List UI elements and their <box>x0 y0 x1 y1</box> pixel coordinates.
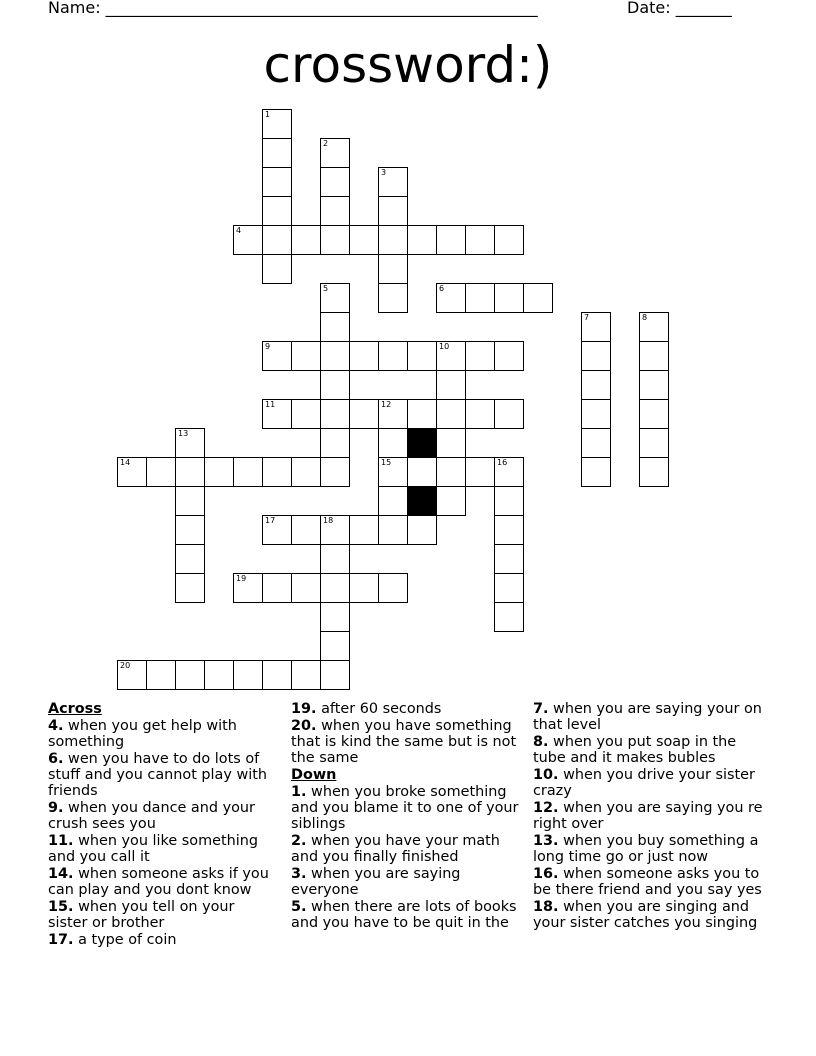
grid-cell[interactable] <box>320 138 350 168</box>
grid-cell[interactable] <box>581 428 611 458</box>
grid-cell[interactable] <box>320 602 350 632</box>
clue-text: when you put soap in the tube and it makes bubles <box>533 734 737 766</box>
grid-cell[interactable] <box>291 660 321 690</box>
grid-cell[interactable] <box>407 399 437 429</box>
grid-cell[interactable] <box>320 283 350 313</box>
grid-cell[interactable] <box>117 457 147 487</box>
grid-cell[interactable] <box>320 631 350 661</box>
date-field-label: Date: _______ <box>627 0 732 17</box>
clue-number: 18 <box>323 516 334 525</box>
grid-cell[interactable] <box>320 573 350 603</box>
grid-cell[interactable] <box>465 341 495 371</box>
grid-cell[interactable] <box>378 341 408 371</box>
grid-cell[interactable] <box>494 341 524 371</box>
clue-text: wen you have to do lots of stuff and you cannot play with friends <box>48 751 267 799</box>
grid-cell[interactable] <box>262 138 292 168</box>
grid-cell[interactable] <box>291 341 321 371</box>
clue-text: when you tell on your sister or brother <box>48 899 235 931</box>
grid-cell[interactable] <box>494 283 524 313</box>
grid-black-square <box>407 428 437 458</box>
grid-cell[interactable] <box>378 573 408 603</box>
clue-text: when you are saying you re right over <box>533 800 763 832</box>
across-clue <box>48 899 278 931</box>
grid-cell[interactable] <box>436 341 466 371</box>
grid-cell[interactable] <box>291 515 321 545</box>
clue-number: 20. <box>291 718 317 734</box>
down-clue-list-continued <box>533 701 768 931</box>
down-clue <box>533 866 768 898</box>
clue-text: when you have something that is kind the same but is not the same <box>291 718 517 766</box>
grid-cell[interactable] <box>320 428 350 458</box>
grid-cell[interactable] <box>349 515 379 545</box>
grid-cell[interactable] <box>465 283 495 313</box>
grid-cell[interactable] <box>465 399 495 429</box>
down-clue <box>533 767 768 799</box>
clue-text: when you broke something and you blame it to one of your siblings <box>291 784 519 832</box>
grid-cell[interactable] <box>378 283 408 313</box>
grid-cell[interactable] <box>320 167 350 197</box>
clue-number: 3. <box>291 866 307 882</box>
grid-cell[interactable] <box>523 283 553 313</box>
clue-text: after 60 seconds <box>316 701 442 717</box>
grid-cell[interactable] <box>407 515 437 545</box>
grid-cell[interactable] <box>378 457 408 487</box>
grid-cell[interactable] <box>378 167 408 197</box>
clue-number: 17 <box>265 516 276 525</box>
grid-cell[interactable] <box>349 573 379 603</box>
grid-cell[interactable] <box>291 457 321 487</box>
grid-cell[interactable] <box>494 399 524 429</box>
grid-cell[interactable] <box>349 225 379 255</box>
grid-cell[interactable] <box>436 486 466 516</box>
grid-cell[interactable] <box>233 457 263 487</box>
clue-number: 15. <box>48 899 74 915</box>
grid-cell[interactable] <box>494 486 524 516</box>
grid-cell[interactable] <box>378 225 408 255</box>
clue-column-2 <box>291 701 526 932</box>
clue-number: 17. <box>48 932 74 948</box>
clue-text: when you are saying everyone <box>291 866 461 898</box>
grid-cell[interactable] <box>378 254 408 284</box>
clue-number: 14. <box>48 866 74 882</box>
clue-number: 11 <box>265 400 276 409</box>
grid-cell[interactable] <box>320 312 350 342</box>
grid-cell[interactable] <box>494 544 524 574</box>
grid-cell[interactable] <box>349 341 379 371</box>
grid-cell[interactable] <box>407 341 437 371</box>
clue-text: when you dance and your crush sees you <box>48 800 255 832</box>
down-clue <box>533 800 768 832</box>
grid-cell[interactable] <box>407 225 437 255</box>
clue-number: 7. <box>533 701 549 717</box>
grid-cell[interactable] <box>639 341 669 371</box>
grid-cell[interactable] <box>407 457 437 487</box>
grid-cell[interactable] <box>262 225 292 255</box>
clue-text: when someone asks you to be there friend and you say yes <box>533 866 762 898</box>
clue-number: 10 <box>439 342 450 351</box>
clue-number: 5. <box>291 899 307 915</box>
clue-number: 13. <box>533 833 559 849</box>
clue-column-1 <box>48 701 278 949</box>
grid-cell[interactable] <box>262 196 292 226</box>
clue-number: 19 <box>236 574 247 583</box>
grid-cell[interactable] <box>320 544 350 574</box>
grid-cell[interactable] <box>320 457 350 487</box>
grid-cell[interactable] <box>465 457 495 487</box>
down-clue <box>533 833 768 865</box>
grid-cell[interactable] <box>146 457 176 487</box>
clue-number: 2. <box>291 833 307 849</box>
clue-number: 16 <box>497 458 508 467</box>
grid-cell[interactable] <box>320 196 350 226</box>
clue-number: 5 <box>323 284 329 293</box>
grid-cell[interactable] <box>320 515 350 545</box>
grid-cell[interactable] <box>175 573 205 603</box>
grid-cell[interactable] <box>175 515 205 545</box>
clue-number: 12 <box>381 400 392 409</box>
grid-cell[interactable] <box>494 602 524 632</box>
grid-cell[interactable] <box>233 573 263 603</box>
grid-cell[interactable] <box>320 370 350 400</box>
grid-cell[interactable] <box>494 573 524 603</box>
grid-cell[interactable] <box>262 109 292 139</box>
grid-cell[interactable] <box>581 399 611 429</box>
clue-text: when someone asks if you can play and you dont know <box>48 866 269 898</box>
grid-cell[interactable] <box>465 225 495 255</box>
grid-cell[interactable] <box>639 370 669 400</box>
grid-cell[interactable] <box>494 225 524 255</box>
across-clue <box>48 833 278 865</box>
down-clue-list <box>291 784 526 931</box>
clue-number: 10. <box>533 767 559 783</box>
clue-column-3 <box>533 701 768 932</box>
across-clue <box>48 866 278 898</box>
grid-cell[interactable] <box>175 428 205 458</box>
grid-cell[interactable] <box>378 515 408 545</box>
across-clue <box>48 751 278 799</box>
clue-text: when you buy something a long time go or just now <box>533 833 759 865</box>
grid-cell[interactable] <box>436 457 466 487</box>
across-clue <box>291 718 526 766</box>
grid-cell[interactable] <box>291 573 321 603</box>
grid-cell[interactable] <box>639 399 669 429</box>
clue-number: 12. <box>533 800 559 816</box>
clue-text: when you drive your sister crazy <box>533 767 755 799</box>
grid-cell[interactable] <box>378 428 408 458</box>
grid-cell[interactable] <box>378 196 408 226</box>
across-heading: Across <box>48 701 102 717</box>
grid-cell[interactable] <box>320 660 350 690</box>
clue-number: 4. <box>48 718 64 734</box>
grid-cell[interactable] <box>262 399 292 429</box>
across-clue <box>291 701 526 717</box>
clue-number: 6. <box>48 751 64 767</box>
clue-text: when you are saying your on that level <box>533 701 762 733</box>
clue-number: 9. <box>48 800 64 816</box>
across-clue <box>48 718 278 750</box>
grid-cell[interactable] <box>175 457 205 487</box>
down-heading: Down <box>291 767 337 783</box>
clue-text: when you like something and you call it <box>48 833 258 865</box>
clue-number: 6 <box>439 284 445 293</box>
across-clue <box>48 932 278 948</box>
grid-cell[interactable] <box>262 457 292 487</box>
grid-cell[interactable] <box>581 370 611 400</box>
grid-cell[interactable] <box>262 167 292 197</box>
grid-black-square <box>407 486 437 516</box>
grid-cell[interactable] <box>146 660 176 690</box>
grid-cell[interactable] <box>639 312 669 342</box>
down-clue <box>291 899 526 931</box>
clue-number: 2 <box>323 139 329 148</box>
clue-number: 15 <box>381 458 392 467</box>
clue-number: 11. <box>48 833 74 849</box>
grid-cell[interactable] <box>262 341 292 371</box>
clue-number: 4 <box>236 226 242 235</box>
clue-text: when you are singing and your sister catches you singing <box>533 899 758 931</box>
clue-number: 1 <box>265 110 271 119</box>
clue-number: 19. <box>291 701 317 717</box>
grid-cell[interactable] <box>175 660 205 690</box>
down-clue <box>533 899 768 931</box>
grid-cell[interactable] <box>436 225 466 255</box>
grid-cell[interactable] <box>436 399 466 429</box>
clue-text: when there are lots of books and you have to be quit in the <box>291 899 517 931</box>
down-clue <box>533 734 768 766</box>
grid-cell[interactable] <box>262 254 292 284</box>
grid-cell[interactable] <box>436 283 466 313</box>
clue-number: 1. <box>291 784 307 800</box>
grid-cell[interactable] <box>320 225 350 255</box>
name-field-label: Name: ______________________________________________________ <box>48 0 538 17</box>
down-clue <box>291 833 526 865</box>
grid-cell[interactable] <box>320 341 350 371</box>
clue-number: 18. <box>533 899 559 915</box>
clue-text: when you have your math and you finally finished <box>291 833 500 865</box>
clue-number: 20 <box>120 661 131 670</box>
clue-number: 9 <box>265 342 271 351</box>
across-clue <box>48 800 278 832</box>
grid-cell[interactable] <box>291 399 321 429</box>
clue-number: 7 <box>584 313 590 322</box>
grid-cell[interactable] <box>262 515 292 545</box>
clue-number: 8 <box>642 313 648 322</box>
grid-cell[interactable] <box>117 660 147 690</box>
grid-cell[interactable] <box>175 486 205 516</box>
grid-cell[interactable] <box>494 457 524 487</box>
down-clue <box>533 701 768 733</box>
grid-cell[interactable] <box>436 370 466 400</box>
clue-number: 8. <box>533 734 549 750</box>
across-clue-list <box>48 718 278 948</box>
grid-cell[interactable] <box>494 515 524 545</box>
grid-cell[interactable] <box>175 544 205 574</box>
clue-number: 3 <box>381 168 387 177</box>
grid-cell[interactable] <box>378 486 408 516</box>
grid-cell[interactable] <box>581 312 611 342</box>
clue-number: 16. <box>533 866 559 882</box>
grid-cell[interactable] <box>204 457 234 487</box>
clue-text: a type of coin <box>73 932 177 948</box>
grid-cell[interactable] <box>436 428 466 458</box>
grid-cell[interactable] <box>204 660 234 690</box>
clue-text: when you get help with something <box>48 718 237 750</box>
grid-cell[interactable] <box>378 399 408 429</box>
clue-number: 13 <box>178 429 189 438</box>
grid-cell[interactable] <box>349 399 379 429</box>
down-clue <box>291 866 526 898</box>
grid-cell[interactable] <box>233 225 263 255</box>
grid-cell[interactable] <box>291 225 321 255</box>
grid-cell[interactable] <box>233 660 263 690</box>
grid-cell[interactable] <box>581 457 611 487</box>
grid-cell[interactable] <box>639 428 669 458</box>
across-clue-list-continued <box>291 701 526 766</box>
page-title: crossword:) <box>263 36 553 94</box>
clue-number: 14 <box>120 458 131 467</box>
down-clue <box>291 784 526 832</box>
grid-cell[interactable] <box>639 457 669 487</box>
grid-cell[interactable] <box>581 341 611 371</box>
grid-cell[interactable] <box>262 660 292 690</box>
grid-cell[interactable] <box>262 573 292 603</box>
grid-cell[interactable] <box>320 399 350 429</box>
